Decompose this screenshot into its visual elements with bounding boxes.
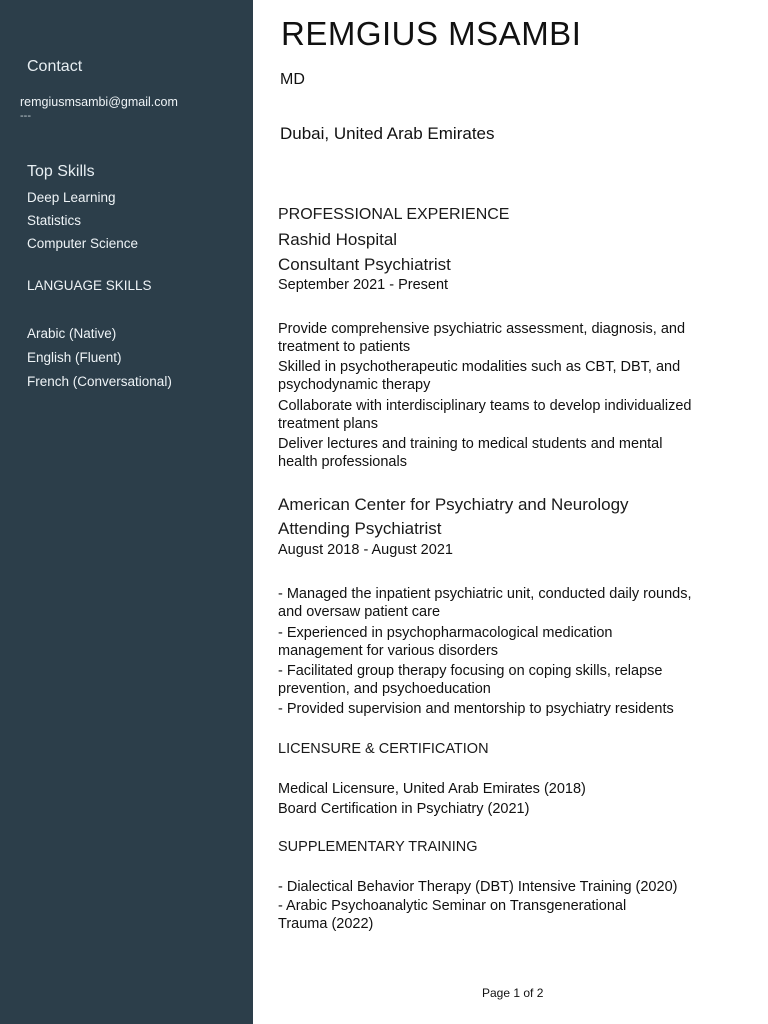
job-bullet: - Managed the inpatient psychiatric unit, conducted daily rounds, and oversaw patient care bbox=[278, 586, 692, 620]
contact-extra: --- bbox=[20, 110, 31, 122]
job-title: Consultant Psychiatrist bbox=[278, 255, 451, 274]
contact-heading: Contact bbox=[27, 58, 83, 75]
skill-item: Statistics bbox=[27, 213, 82, 228]
job-bullet: Collaborate with interdisciplinary teams to develop individualized treatment plans bbox=[278, 398, 692, 432]
training-item: - Arabic Psychoanalytic Seminar on Transgenerational Trauma (2022) bbox=[278, 898, 627, 932]
licensure-item: Board Certification in Psychiatry (2021) bbox=[278, 801, 530, 817]
job-organization: American Center for Psychiatry and Neurology bbox=[278, 495, 629, 514]
licensure-item: Medical Licensure, United Arab Emirates (2018) bbox=[278, 781, 586, 797]
job-title: Attending Psychiatrist bbox=[278, 519, 442, 538]
job-bullet: - Provided supervision and mentorship to psychiatry residents bbox=[278, 701, 674, 717]
licensure-heading: LICENSURE & CERTIFICATION bbox=[278, 741, 489, 757]
language-item: Arabic (Native) bbox=[27, 326, 117, 341]
job-bullet: - Experienced in psychopharmacological medication management for various disorders bbox=[278, 625, 613, 659]
page-number: Page 1 of 2 bbox=[482, 986, 544, 1000]
credential: MD bbox=[280, 71, 305, 88]
job-bullet: Deliver lectures and training to medical students and mental health professionals bbox=[278, 436, 663, 470]
top-skills-heading: Top Skills bbox=[27, 163, 95, 180]
language-item: English (Fluent) bbox=[27, 350, 122, 365]
job-dates: September 2021 - Present bbox=[278, 277, 449, 293]
job-bullet: - Facilitated group therapy focusing on coping skills, relapse prevention, and psychoeducation bbox=[278, 663, 663, 697]
candidate-name: REMGIUS MSAMBI bbox=[281, 15, 582, 52]
language-item: French (Conversational) bbox=[27, 374, 172, 389]
skill-item: Deep Learning bbox=[27, 190, 116, 205]
job-bullet: Provide comprehensive psychiatric assessment, diagnosis, and treatment to patients bbox=[278, 321, 686, 355]
language-skills-heading: LANGUAGE SKILLS bbox=[27, 278, 152, 293]
email-link[interactable]: remgiusmsambi@gmail.com bbox=[20, 95, 178, 109]
job-bullet: Skilled in psychotherapeutic modalities such as CBT, DBT, and psychodynamic therapy bbox=[278, 359, 681, 393]
job-dates: August 2018 - August 2021 bbox=[278, 542, 453, 558]
training-heading: SUPPLEMENTARY TRAINING bbox=[278, 839, 478, 855]
training-item: - Dialectical Behavior Therapy (DBT) Intensive Training (2020) bbox=[278, 879, 678, 895]
experience-heading: PROFESSIONAL EXPERIENCE bbox=[278, 206, 510, 223]
skill-item: Computer Science bbox=[27, 236, 139, 251]
location: Dubai, United Arab Emirates bbox=[280, 124, 495, 143]
job-organization: Rashid Hospital bbox=[278, 230, 398, 249]
